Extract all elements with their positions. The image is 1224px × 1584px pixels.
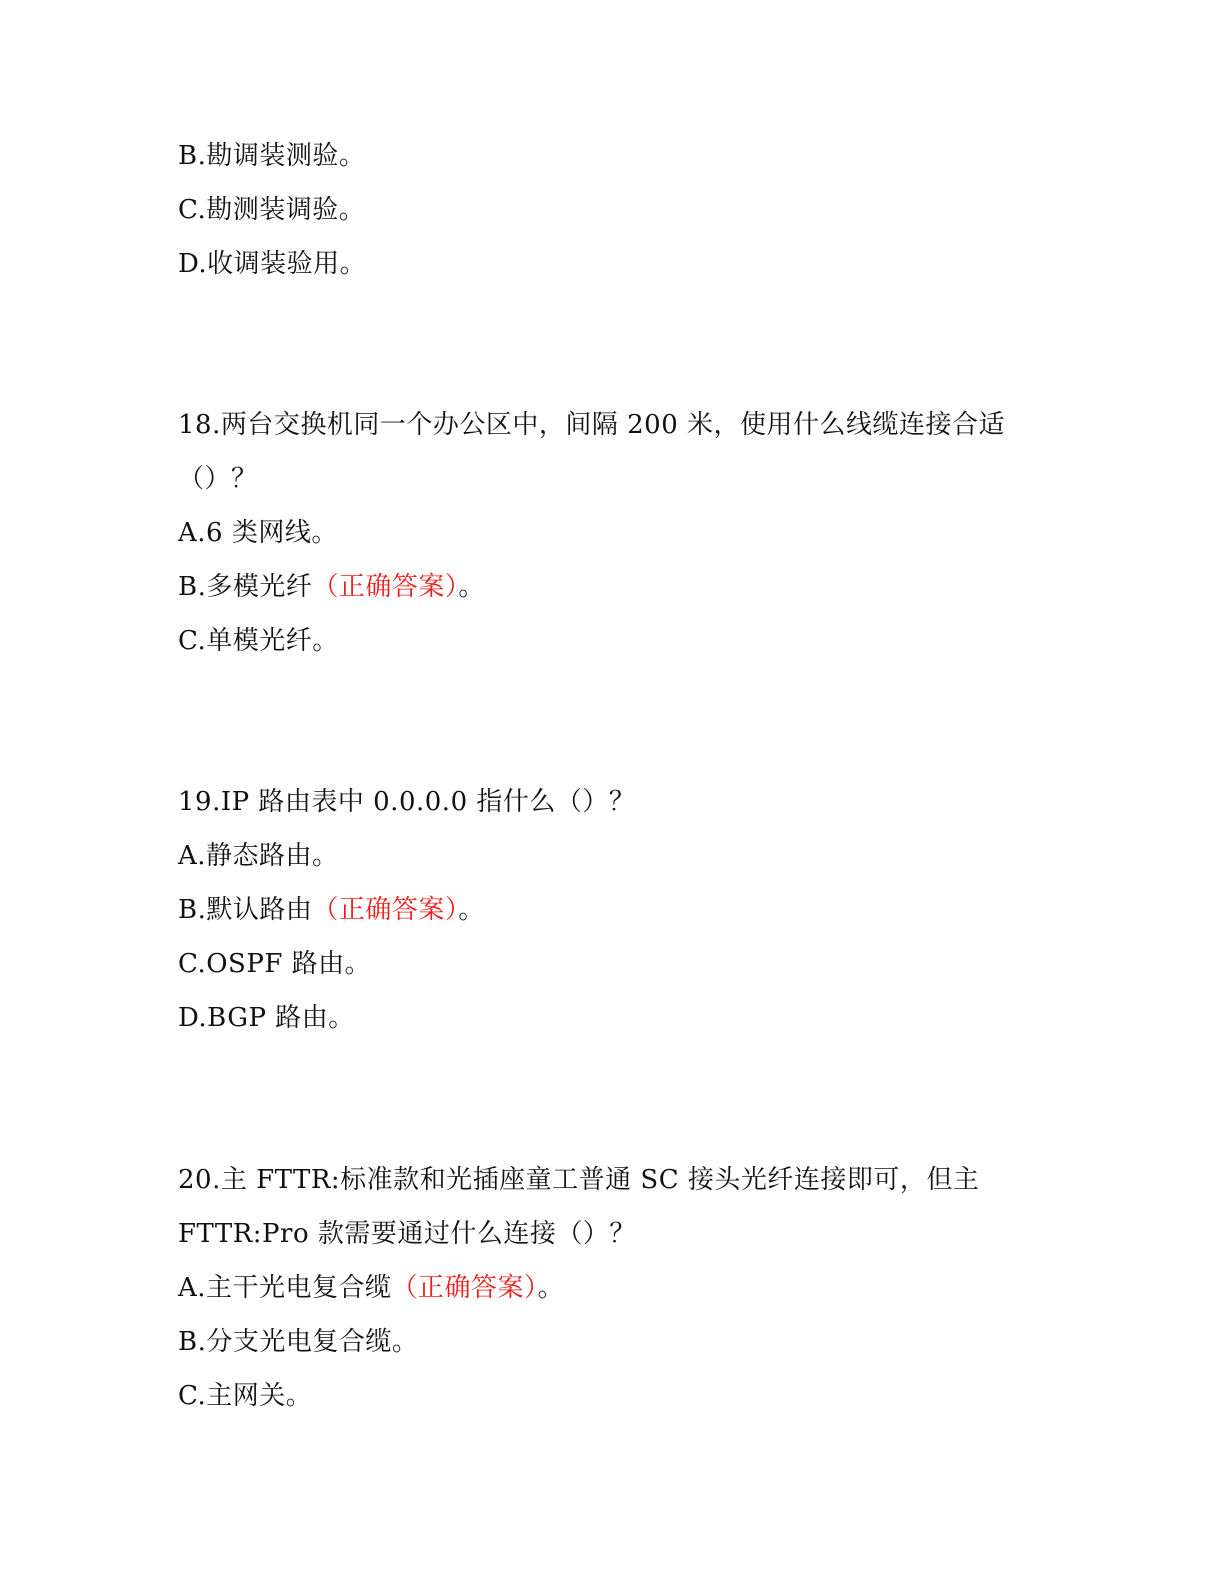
correct-answer-mark: （正确答案） <box>312 572 459 602</box>
q19-option-b-text: B.默认路由 <box>178 895 313 925</box>
q18-option-b <box>178 570 485 604</box>
q18-option-b-text: B.多模光纤 <box>178 572 313 602</box>
q20-option-b: B.分支光电复合缆。 <box>178 1327 419 1357</box>
q17-option-c: C.勘测装调验。 <box>178 195 366 225</box>
q18-option-c: C.单模光纤。 <box>178 626 339 656</box>
q19-option-a: A.静态路由。 <box>178 841 339 871</box>
q20-option-a <box>178 1271 564 1305</box>
q17-option-b: B.勘调装测验。 <box>178 141 366 171</box>
q19-question: 19.IP 路由表中 0.0.0.0 指什么（）？ <box>178 787 636 817</box>
q19-option-c: C.OSPF 路由。 <box>178 949 372 979</box>
q20-question-line-2: FTTR:Pro 款需要通过什么连接（）？ <box>178 1219 636 1249</box>
q20-option-c: C.主网关。 <box>178 1381 313 1411</box>
q17-option-d: D.收调装验用。 <box>178 249 367 279</box>
correct-answer-mark: （正确答案） <box>391 1273 538 1303</box>
correct-answer-mark: （正确答案） <box>312 895 459 925</box>
q18-question-line-1: 18.两台交换机同一个办公区中，间隔 200 米，使用什么线缆连接合适 <box>178 410 1006 440</box>
q20-question-line-1: 20.主 FTTR:标准款和光插座童工普通 SC 接头光纤连接即可，但主 <box>178 1165 980 1195</box>
q18-option-b-end: 。 <box>458 572 485 602</box>
q19-option-b <box>178 893 485 927</box>
q19-option-b-end: 。 <box>458 895 485 925</box>
q18-option-a: A.6 类网线。 <box>178 518 338 548</box>
q20-option-a-end: 。 <box>537 1273 565 1303</box>
q19-option-d: D.BGP 路由。 <box>178 1003 355 1033</box>
q20-option-a-text: A.主干光电复合缆 <box>178 1273 392 1303</box>
q18-question-line-2: （）？ <box>178 464 258 494</box>
